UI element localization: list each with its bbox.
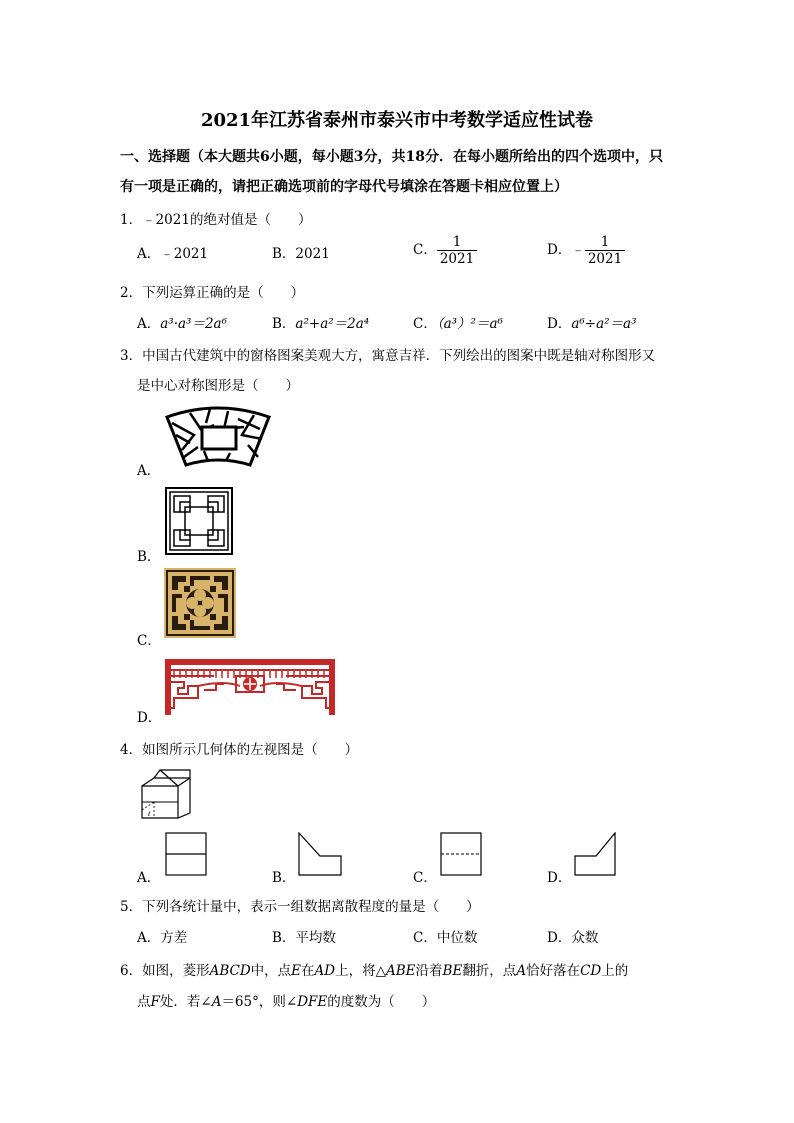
q5-option-a[interactable]: A．方差 [137, 930, 188, 946]
q4-option-b-label[interactable]: B． [272, 870, 296, 886]
q6-text: 6．如图，菱形 [120, 963, 210, 979]
q5-stem: 5．下列各统计量中，表示一组数据离散程度的量是（ ） [120, 899, 480, 915]
q6-text: 处．若∠ [159, 994, 212, 1010]
q6-text: 恰好落在 [526, 963, 581, 979]
q2-c-expression: （a³）²＝a⁶ [436, 316, 503, 332]
q6-text: 中，点 [250, 963, 292, 979]
q6-var: F [150, 994, 160, 1010]
q3-option-a-label[interactable]: A． [137, 463, 161, 479]
gold-lattice-pattern-image[interactable] [164, 568, 236, 638]
q1-c-denominator: 2021 [439, 251, 475, 267]
q1-option-d-fraction [585, 234, 625, 267]
q4-option-a-view-image[interactable] [165, 832, 207, 876]
q2-b-expression: a²+a²＝2a⁴ [295, 316, 370, 332]
q6-var: AD [314, 963, 336, 979]
q6-var: ABCD [209, 963, 251, 979]
q6-text: 上，将△ [335, 963, 386, 979]
q5-option-c[interactable]: C．中位数 [413, 930, 478, 946]
q6-text: ＝65°，则∠ [221, 994, 298, 1010]
q4-option-b-view-image[interactable] [298, 832, 342, 876]
q6-stem-line-1 [120, 959, 628, 979]
q1-option-d-label: D． [547, 242, 572, 258]
square-lattice-pattern-image[interactable] [165, 487, 233, 555]
q1-option-c-fraction [437, 234, 477, 267]
q3-stem-line-1: 3．中国古代建筑中的窗格图案美观大方，寓意吉祥．下列绘出的图案中既是轴对称图形又 [120, 348, 656, 364]
q4-option-d-view-image[interactable] [574, 832, 618, 876]
q6-var: ABE [386, 963, 416, 979]
q6-var: BE [442, 963, 463, 979]
q1-c-numerator: 1 [437, 234, 477, 251]
solid-figure-3d-image [140, 768, 195, 820]
q2-option-a[interactable] [137, 312, 227, 332]
q1-option-c[interactable] [413, 234, 477, 267]
q2-option-c[interactable] [413, 312, 503, 332]
svg-text:ℓ: ℓ [148, 811, 151, 818]
page-title: 2021年江苏省泰州市泰兴市中考数学适应性试卷 [200, 110, 594, 131]
q2-b-label: B． [272, 316, 296, 332]
fan-lattice-pattern-image[interactable] [164, 405, 272, 467]
q2-option-b[interactable] [272, 312, 369, 332]
q2-a-label: A． [137, 316, 161, 332]
q4-option-c-view-image[interactable] [440, 832, 482, 876]
q6-text: 翻折，点 [462, 963, 517, 979]
q6-text: 沿着 [415, 963, 443, 979]
q1-d-denominator: 2021 [587, 251, 623, 267]
q3-option-d-label[interactable]: D． [137, 710, 162, 726]
q6-text: 在 [301, 963, 315, 979]
q6-var: DFE [297, 994, 328, 1010]
q2-stem: 2．下列运算正确的是（ ） [120, 285, 305, 301]
q1-d-sign: ﹣ [571, 242, 585, 258]
q6-text: 点 [137, 994, 151, 1010]
q1-option-d[interactable] [547, 234, 625, 267]
q3-option-b-label[interactable]: B． [137, 549, 161, 565]
q5-option-d[interactable]: D．众数 [547, 930, 599, 946]
q3-option-c-label[interactable]: C． [137, 633, 161, 649]
q3-stem-line-2: 是中心对称图形是（ ） [137, 378, 299, 394]
q4-stem: 4．如图所示几何体的左视图是（ ） [120, 742, 359, 758]
q6-text: 上的 [601, 963, 629, 979]
q6-var: A [516, 963, 527, 979]
q6-var: A [211, 994, 222, 1010]
q6-var: CD [580, 963, 602, 979]
q5-option-b[interactable]: B．平均数 [272, 930, 336, 946]
q2-d-expression: a⁶÷a²＝a³ [571, 316, 637, 332]
q6-var: E [291, 963, 302, 979]
q2-d-label: D． [547, 316, 572, 332]
q1-option-b[interactable]: B．2021 [272, 246, 330, 262]
q2-option-d[interactable] [547, 312, 637, 332]
q2-a-expression: a³·a³＝2a⁶ [160, 316, 228, 332]
q4-option-a-label[interactable]: A． [137, 870, 161, 886]
q2-c-label: C． [413, 316, 437, 332]
q4-option-c-label[interactable]: C． [413, 870, 437, 886]
q4-option-d-label[interactable]: D． [547, 870, 572, 886]
q6-text: 的度数为（ ） [327, 994, 436, 1010]
q1-d-numerator: 1 [585, 234, 625, 251]
q1-option-a[interactable]: A．﹣2021 [137, 246, 209, 262]
q1-option-c-label: C． [413, 242, 437, 258]
q1-stem: 1．﹣2021的绝对值是（ ） [120, 212, 312, 228]
q6-stem-line-2 [137, 990, 435, 1010]
section-heading-line-2: 有一项是正确的，请把正确选项前的字母代号填涂在答题卡相应位置上） [120, 179, 568, 195]
section-heading-line-1: 一、选择题（本大题共6小题，每小题3分，共18分．在每小题所给出的四个选项中，只 [120, 149, 663, 165]
red-lattice-border-image[interactable] [164, 658, 336, 716]
